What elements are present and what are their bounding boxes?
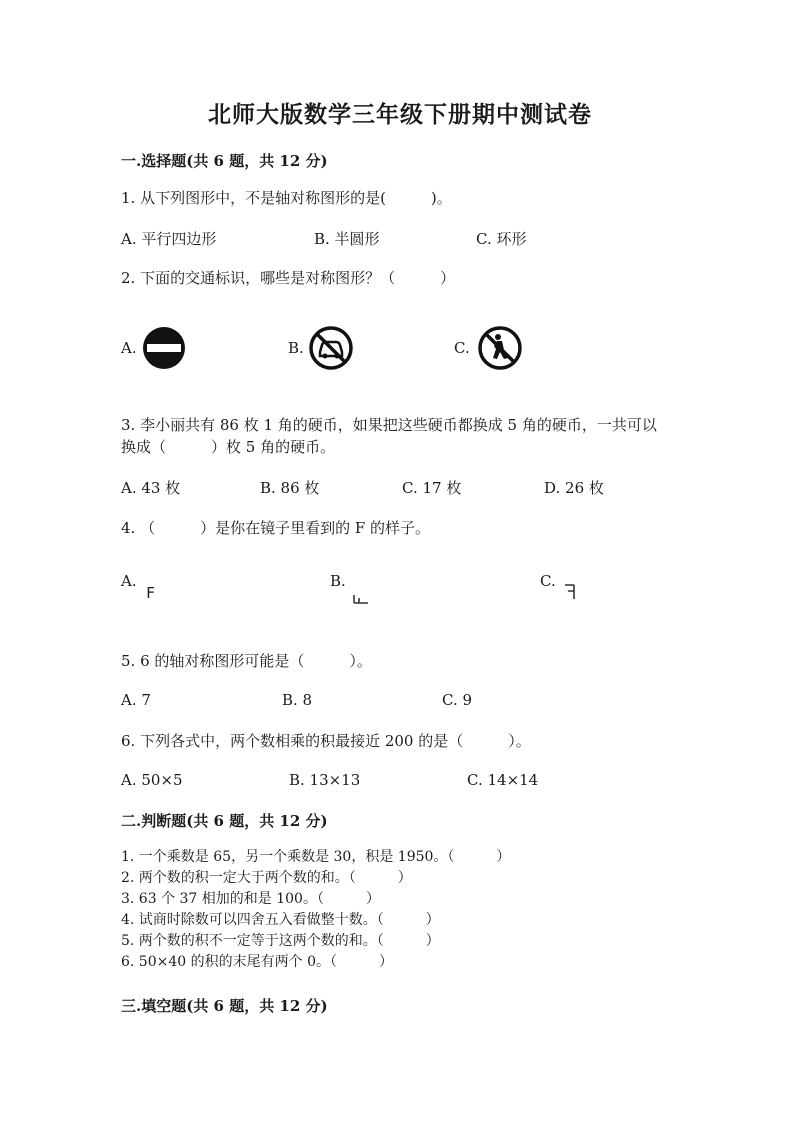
true-false-item: 3. 63 个 37 相加的和是 100。（ ） — [121, 891, 380, 907]
page-title: 北师大版数学三年级下册期中测试卷 — [208, 101, 592, 128]
question-6-option-b: B. 13×13 — [289, 771, 361, 789]
question-4-option-b: B. — [330, 572, 346, 590]
question-6-option-a: A. 50×5 — [121, 771, 183, 789]
question-3-option-c: C. 17 枚 — [402, 479, 462, 497]
question-5-option-a: A. 7 — [121, 691, 151, 709]
true-false-item: 5. 两个数的积不一定等于这两个数的和。（ ） — [121, 933, 440, 949]
question-4-glyph-a: F — [146, 584, 156, 602]
section-heading-fill-blank: 三.填空题(共 6 题，共 12 分) — [121, 997, 328, 1015]
question-4-option-a: A. — [121, 572, 137, 590]
question-1-option-c: C. 环形 — [476, 230, 527, 248]
question-2-stem: 2. 下面的交通标识，哪些是对称图形？（ ） — [121, 269, 456, 287]
question-6-option-c: C. 14×14 — [467, 771, 539, 789]
true-false-item: 2. 两个数的积一定大于两个数的和。（ ） — [121, 870, 412, 886]
question-3-option-d: D. 26 枚 — [544, 479, 604, 497]
true-false-item: 1. 一个乘数是 65，另一个乘数是 30，积是 1950。（ ） — [121, 849, 511, 865]
question-3-stem-line-2: 换成（ ）枚 5 角的硬币。 — [121, 438, 336, 456]
question-4-option-c: C. — [540, 572, 556, 590]
question-5-option-b: B. 8 — [282, 691, 313, 709]
question-1-stem: 1. 从下列图形中，不是轴对称图形的是( )。 — [121, 189, 452, 207]
question-3-option-b: B. 86 枚 — [260, 479, 320, 497]
mirrored-f-glyph-icon — [564, 584, 576, 600]
true-false-item: 6. 50×40 的积的末尾有两个 0。（ ） — [121, 954, 393, 970]
flipped-f-glyph-icon — [353, 593, 369, 605]
question-1-option-a: A. 平行四边形 — [121, 230, 217, 248]
section-heading-true-false: 二.判断题(共 6 题，共 12 分) — [121, 812, 328, 830]
question-1-option-b: B. 半圆形 — [314, 230, 380, 248]
no-car-sign-icon — [309, 326, 353, 370]
no-entry-sign-icon — [142, 326, 186, 370]
question-6-stem: 6. 下列各式中，两个数相乘的积最接近 200 的是（ ）。 — [121, 732, 531, 750]
no-pedestrian-sign-icon — [478, 326, 522, 370]
question-3-stem-line-1: 3. 李小丽共有 86 枚 1 角的硬币，如果把这些硬币都换成 5 角的硬币，一共可以 — [121, 416, 657, 434]
section-heading-choice: 一.选择题(共 6 题，共 12 分) — [121, 152, 328, 170]
question-4-stem: 4. （ ）是你在镜子里看到的 F 的样子。 — [121, 519, 431, 537]
question-2-option-c: C. — [454, 339, 470, 357]
question-2-option-a: A. — [121, 339, 137, 357]
question-3-option-a: A. 43 枚 — [121, 479, 181, 497]
question-5-stem: 5. 6 的轴对称图形可能是（ ）。 — [121, 652, 372, 670]
true-false-item: 4. 试商时除数可以四舍五入看做整十数。（ ） — [121, 912, 440, 928]
question-2-option-b: B. — [288, 339, 304, 357]
question-5-option-c: C. 9 — [442, 691, 473, 709]
